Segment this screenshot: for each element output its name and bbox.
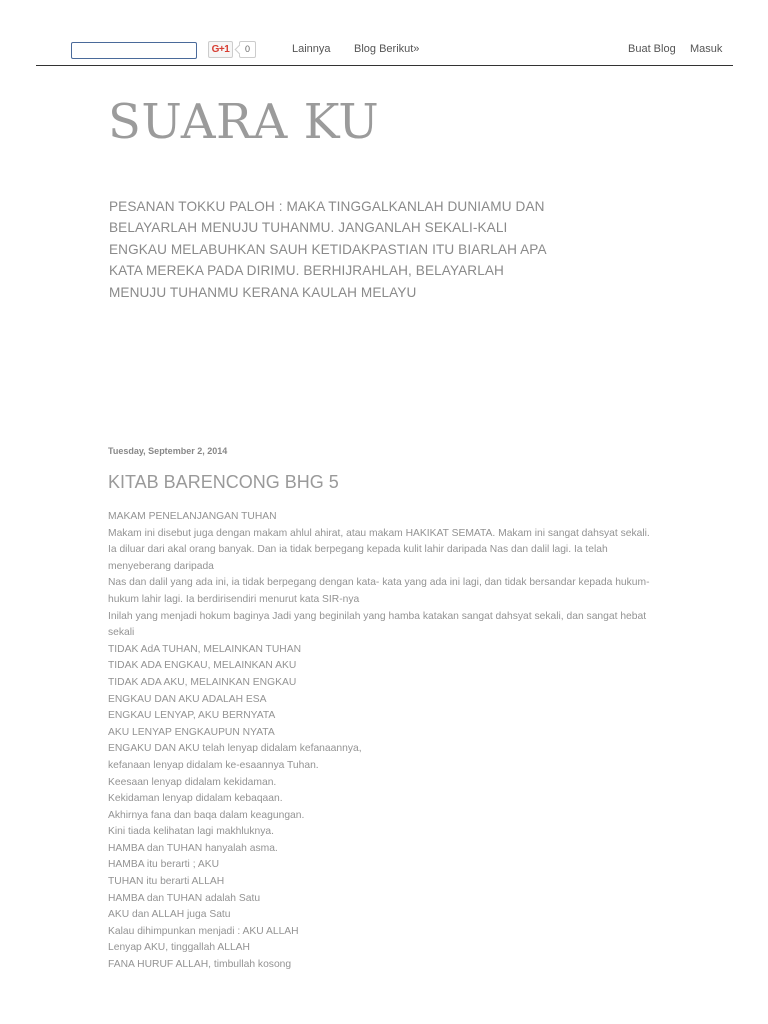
post-body-line: TIDAK AdA TUHAN, MELAINKAN TUHAN bbox=[108, 643, 302, 655]
post-body-line: Nas dan dalil yang ada ini, ia tidak berpegang dengan kata- kata yang ada ini lagi, dan tidak bersandar kepada hukum-hukum lahir lagi. Ia berdirisendiri menurut kata SIR-nya bbox=[108, 577, 650, 605]
google-plus-icon: G+1 bbox=[211, 44, 230, 55]
post-body-line: Kalau dihimpunkan menjadi : AKU ALLAH bbox=[108, 925, 299, 937]
post-body-line: HAMBA itu berarti ; AKU bbox=[108, 859, 220, 871]
post-body-line: ENGKAU LENYAP, AKU BERNYATA bbox=[108, 710, 276, 722]
post-body-line: Kekidaman lenyap didalam kebaqaan. bbox=[108, 793, 283, 805]
post-body-line: Inilah yang menjadi hokum baginya Jadi yang beginilah yang hamba katakan sangat dahsyat sekali, dan sangat hebat sekali bbox=[108, 610, 647, 639]
post-body-line: HAMBA dan TUHAN adalah Satu bbox=[108, 892, 261, 904]
post-body-line: FANA HURUF ALLAH, timbullah kosong bbox=[108, 959, 292, 971]
post-body-line: TIDAK ADA AKU, MELAINKAN ENGKAU bbox=[108, 676, 297, 688]
post-body-line: Kini tiada kelihatan lagi makhluknya. bbox=[108, 826, 274, 838]
post-body-line: MAKAM PENELANJANGAN TUHAN bbox=[108, 511, 277, 522]
post-body-line: Lenyap AKU, tinggallah ALLAH bbox=[108, 942, 250, 954]
create-blog-link[interactable]: Buat Blog bbox=[628, 43, 676, 55]
post-body-line: Makam ini disebut juga dengan makam ahlul ahirat, atau makam HAKIKAT SEMATA. Makam ini sangat dahsyat sekali. Ia diluar dari akal orang banyak. Dan ia tidak berpegang kepada kulit lahir daripada Nas dan dalil lagi. Ia telah menyeberang daripada bbox=[108, 527, 650, 572]
post-body-line: ENGKAU DAN AKU ADALAH ESA bbox=[108, 693, 267, 705]
post-body-line: AKU LENYAP ENGKAUPUN NYATA bbox=[108, 726, 275, 738]
sign-in-link[interactable]: Masuk bbox=[690, 43, 723, 55]
more-link[interactable]: Lainnya bbox=[292, 43, 331, 55]
post-title[interactable]: KITAB BARENCONG BHG 5 bbox=[108, 472, 339, 492]
post-body-line: AKU dan ALLAH juga Satu bbox=[108, 909, 231, 921]
blog-description: PESANAN TOKKU PALOH : MAKA TINGGALKANLAH DUNIAMU DAN BELAYARLAH MENUJU TUHANMU. JANGANLAH SEKALI-KALI ENGKAU MELABUHKAN SAUH KETIDAKPASTIAN ITU BIARLAH APA KATA MEREKA PADA DIRIMU. BERHIJRAHLAH, BELAYARLAH MENUJU TUHANMU KERANA KAULAH MELAYU bbox=[109, 199, 546, 300]
post-body-line: TIDAK ADA ENGKAU, MELAINKAN AKU bbox=[108, 660, 297, 672]
post-date: Tuesday, September 2, 2014 bbox=[108, 446, 228, 456]
next-blog-link[interactable]: Blog Berikut» bbox=[354, 43, 420, 55]
google-plus-count: 0 bbox=[239, 41, 256, 58]
google-plus-one-button[interactable] bbox=[208, 41, 233, 58]
blog-search-input[interactable] bbox=[71, 42, 197, 59]
post-body-line: kefanaan lenyap didalam ke-esaannya Tuhan. bbox=[108, 759, 319, 771]
post-body-line: Keesaan lenyap didalam kekidaman. bbox=[108, 776, 277, 788]
blogger-navbar bbox=[36, 34, 733, 66]
post-body bbox=[108, 509, 656, 974]
post-body-line: TUHAN itu berarti ALLAH bbox=[108, 876, 225, 888]
post-body-line: ENGAKU DAN AKU telah lenyap didalam kefanaannya, bbox=[108, 743, 362, 755]
blog-title[interactable]: SUARA KU bbox=[108, 94, 380, 150]
post-body-line: Akhirnya fana dan baqa dalam keagungan. bbox=[108, 809, 305, 821]
post-body-line: HAMBA dan TUHAN hanyalah asma. bbox=[108, 842, 278, 854]
